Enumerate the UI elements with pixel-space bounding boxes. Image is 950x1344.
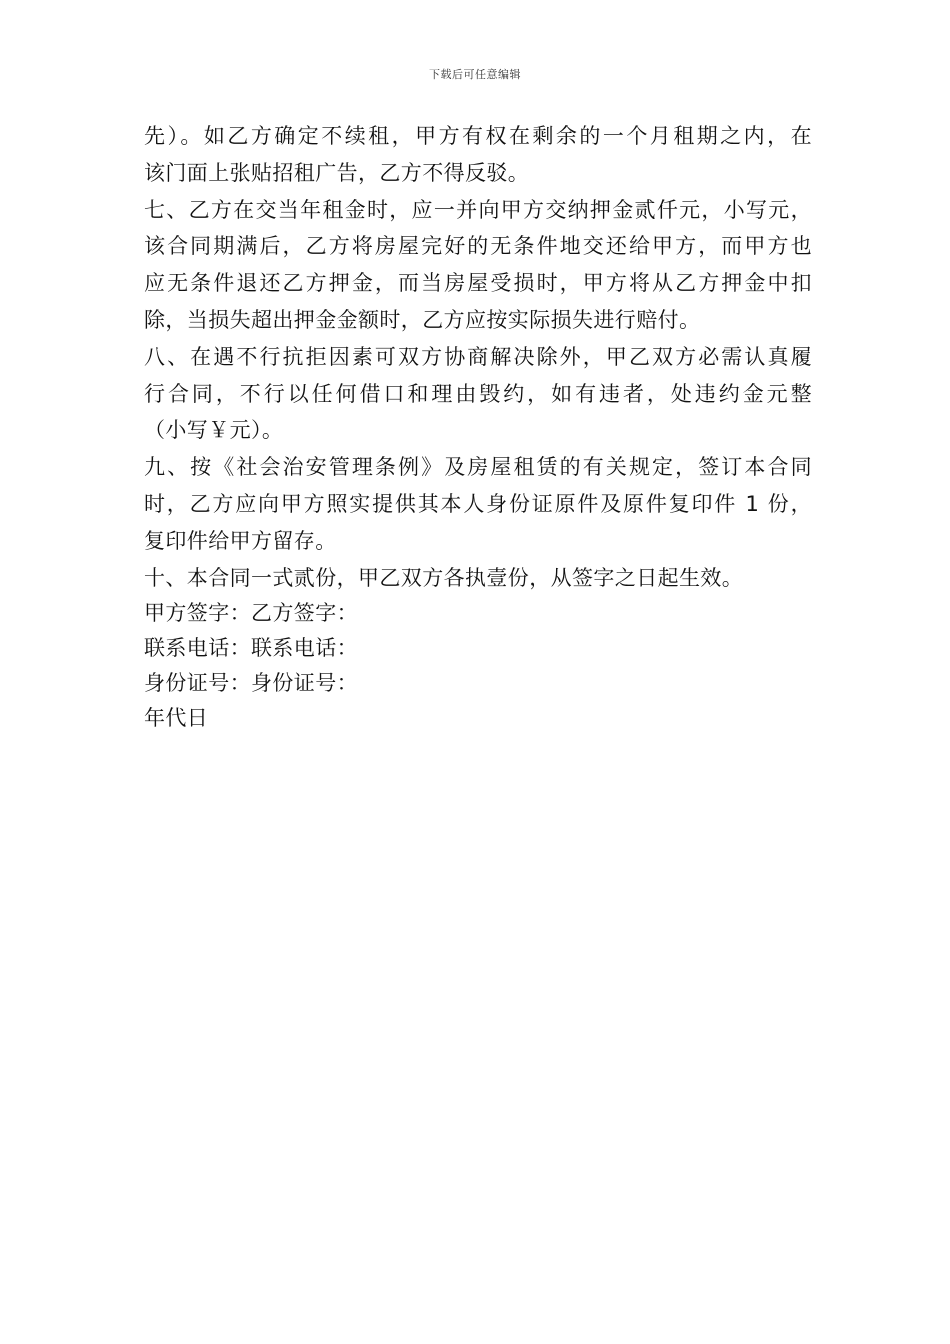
id-number-line: 身份证号：身份证号： (144, 671, 358, 696)
date-line: 年代日 (144, 706, 209, 731)
header-note: 下载后可任意编辑 (429, 68, 521, 81)
clause-8-line: 行合同，不行以任何借口和理由毁约，如有违者，处违约金元整 (144, 381, 812, 406)
clause-8-line: （小写￥元）。 (144, 418, 284, 443)
clause-9-line: 九、按《社会治安管理条例》及房屋租赁的有关规定，签订本合同 (144, 455, 812, 480)
clause-9-line: 复印件给甲方留存。 (144, 528, 337, 553)
document-body (144, 118, 812, 736)
clause-9-line: 时，乙方应向甲方照实提供其本人身份证原件及原件复印件 1 份， (144, 491, 812, 516)
phone-line: 联系电话：联系电话： (144, 636, 358, 661)
clause-7-line: 七、乙方在交当年租金时，应一并向甲方交纳押金贰仟元，小写元， (144, 197, 812, 222)
clause-7-line: 除，当损失超出押金金额时，乙方应按实际损失进行赔付。 (144, 307, 701, 332)
signature-line: 甲方签字：乙方签字： (144, 601, 358, 626)
clause-8-line: 八、在遇不行抗拒因素可双方协商解决除外，甲乙双方必需认真履 (144, 344, 812, 369)
clause-7-line: 该合同期满后，乙方将房屋完好的无条件地交还给甲方，而甲方也 (144, 234, 812, 259)
paragraph-line: 该门面上张贴招租广告，乙方不得反驳。 (144, 160, 530, 185)
paragraph-line: 先）。如乙方确定不续租，甲方有权在剩余的一个月租期之内，在 (144, 124, 812, 148)
clause-10-line: 十、本合同一式贰份，甲乙双方各执壹份，从签字之日起生效。 (144, 565, 744, 590)
clause-7-line: 应无条件退还乙方押金，而当房屋受损时，甲方将从乙方押金中扣 (144, 271, 812, 296)
